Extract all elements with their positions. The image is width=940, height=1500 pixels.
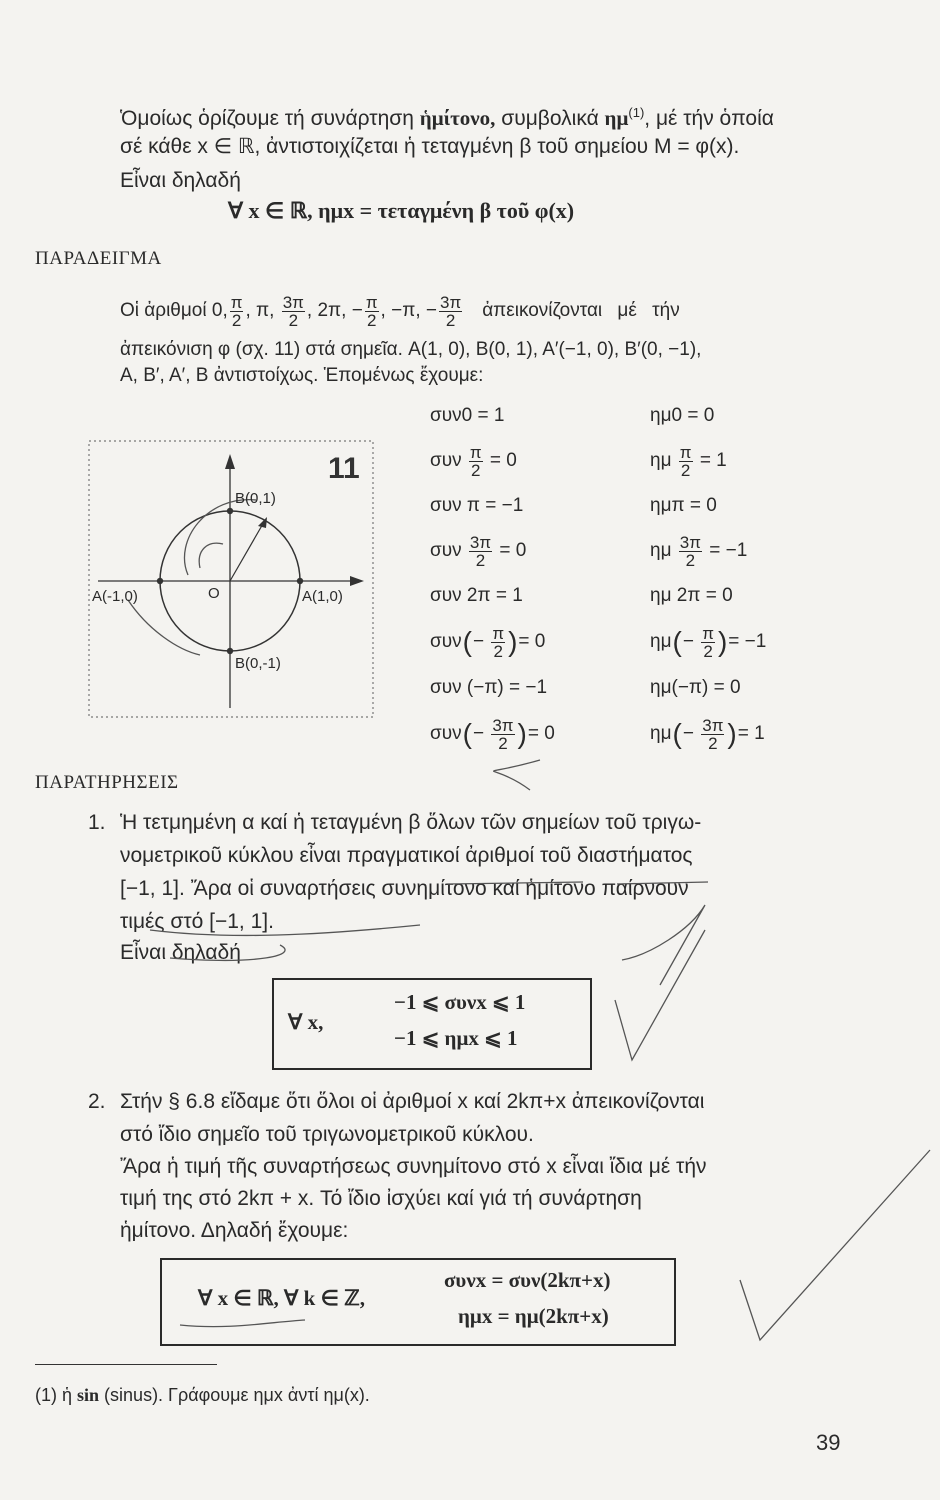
eq-sin-minus-3pi-2: ημ ( − $\frac{3\pi}{2}$ ) = 1 xyxy=(650,715,765,753)
bounds-sin: −1 ⩽ ημx ⩽ 1 xyxy=(394,1026,518,1050)
footnote xyxy=(35,1380,370,1410)
remark-2-line-3: Ἄρα ἡ τιμή τῆς συναρτήσεως συνημίτονο στό x εἶναι ἴδια μέ τήν xyxy=(120,1155,707,1178)
label-b: B(0,1) xyxy=(235,490,276,507)
remark-1-number: 1. xyxy=(88,811,106,834)
example-text: ἀπεικονίζονται μέ τήν xyxy=(482,300,680,321)
remark-2-line-5: ἡμίτονο. Δηλαδή ἔχουμε: xyxy=(120,1219,349,1242)
footnote-ref: (1) xyxy=(628,105,645,120)
periodicity-sin: ημx = ημ(2kπ+x) xyxy=(458,1304,609,1328)
remark-2-number: 2. xyxy=(88,1090,106,1113)
eq-sin-2pi: ημ 2π = 0 xyxy=(650,585,733,606)
pencil-mark xyxy=(494,760,540,790)
remark-2-line-1: Στήν § 6.8 εἴδαμε ὅτι ὅλοι οἱ ἀριθμοί x καί 2kπ+x ἀπεικονίζονται xyxy=(120,1090,705,1113)
eq-cos-3pi-2: συν $\frac{3\pi}{2}$ = 0 xyxy=(430,532,527,570)
periodicity-cos: συνx = συν(2kπ+x) xyxy=(444,1268,611,1292)
label-a: A(1,0) xyxy=(302,588,343,605)
remark-2-line-2: στό ἴδιο σημεῖο τοῦ τριγωνομετρικοῦ κύκλου. xyxy=(120,1123,534,1146)
eq-cos-2pi: συν 2π = 1 xyxy=(430,585,523,606)
eq-sin-pi: ημπ = 0 xyxy=(650,495,717,516)
term-imitono: ἡμίτονο, xyxy=(419,106,496,130)
pencil-mark xyxy=(170,945,285,960)
footnote-rule xyxy=(35,1364,217,1365)
remark-1-line-2: νομετρικοῦ κύκλου εἶναι πραγματικοί ἀριθμοί τοῦ διαστήματος xyxy=(120,844,693,867)
periodicity-quantifier: ∀ x ∈ ℝ, ∀ k ∈ ℤ, xyxy=(198,1286,366,1310)
intro-text: , μέ τήν ὁποία xyxy=(644,107,774,130)
check-mark xyxy=(615,930,705,1060)
remark-1-line-1: Ἡ τετμημένη α καί ἡ τεταγμένη β ὅλων τῶν σημείων τοῦ τριγω- xyxy=(120,811,702,834)
eq-cos-minus-pi-2: συν ( − $\frac{\pi}{2}$ ) = 0 xyxy=(430,623,546,661)
label-a-prime: A(-1,0) xyxy=(92,588,138,605)
remark-1-line-3: [−1, 1]. Ἄρα οἱ συναρτήσεις συνημίτονο καί ἡμίτονο παίρνουν xyxy=(120,877,689,900)
eq-cos-pi: συν π = −1 xyxy=(430,495,524,516)
eq-cos-minus-3pi-2: συν ( − $\frac{3\pi}{2}$ ) = 0 xyxy=(430,715,555,753)
eq-cos-minus-pi: συν (−π) = −1 xyxy=(430,677,548,698)
label-origin: O xyxy=(208,585,220,602)
footnote-text: (1) ἡ xyxy=(35,1385,78,1405)
remark-1-line-5: Εἶναι δηλαδή xyxy=(120,941,241,964)
bounds-cos: −1 ⩽ συνx ⩽ 1 xyxy=(394,990,526,1014)
example-line-1: Οἱ ἀριθμοί 0, $\frac{\pi}{2}$ , π , $\frac{3\pi}{2}$ , 2π , − $\frac{\pi}{2}$ , −π , − $\frac{3\pi}{2}$ ἀπεικονίζονται μέ τήν xyxy=(120,292,680,330)
underline-mark xyxy=(448,882,583,884)
eq-sin-minus-pi: ημ(−π) = 0 xyxy=(650,677,741,698)
example-line-3: A, B′, A′, B ἀντιστοίχως. Ἑπομένως ἔχουμε: xyxy=(120,365,484,386)
check-mark xyxy=(740,1150,930,1340)
intro-text: συμβολικά xyxy=(495,107,605,130)
page-number: 39 xyxy=(816,1430,841,1455)
fraction-pi-2: $\frac{\pi}{2}$ xyxy=(365,292,378,330)
intro-text: Ὁμοίως ὁρίζουμε τή συνάρτηση xyxy=(120,107,420,130)
eq-sin-3pi-2: ημ $\frac{3\pi}{2}$ = −1 xyxy=(650,532,748,570)
check-mark xyxy=(622,905,705,985)
eq-cos-0: συν0 = 1 xyxy=(430,405,505,426)
pencil-mark xyxy=(150,925,420,935)
fraction-3pi-2: $\frac{3\pi}{2}$ xyxy=(440,292,462,330)
remarks-heading: ΠΑΡΑΤΗΡΗΣΕΙΣ xyxy=(35,772,179,793)
eq-sin-pi-2: ημ $\frac{\pi}{2}$ = 1 xyxy=(650,442,727,480)
fraction-pi-2: $\frac{\pi}{2}$ xyxy=(230,292,243,330)
example-heading: ΠΑΡΑΔΕΙΓΜΑ xyxy=(35,248,162,269)
pencil-mark xyxy=(180,1320,305,1327)
fraction-3pi-2: $\frac{3\pi}{2}$ xyxy=(282,292,304,330)
eq-cos-pi-2: συν $\frac{\pi}{2}$ = 0 xyxy=(430,442,517,480)
figure-number: 11 xyxy=(328,452,360,485)
label-b-prime: B(0,-1) xyxy=(235,655,281,672)
sin-symbol: ημ xyxy=(604,106,629,130)
definition-formula: ∀ x ∈ ℝ, ημx = τεταγμένη β τοῦ φ(x) xyxy=(228,198,575,223)
example-line-2: ἀπεικόνιση φ (σχ. 11) στά σημεῖα. A(1, 0), B(0, 1), A′(−1, 0), B′(0, −1), xyxy=(120,339,702,360)
bounds-quantifier: ∀ x, xyxy=(288,1010,324,1034)
remark-1-line-4: τιμές στό [−1, 1]. xyxy=(120,910,274,933)
eq-sin-0: ημ0 = 0 xyxy=(650,405,715,426)
footnote-text: (sinus). Γράφουμε ημx ἀντί ημ(x). xyxy=(99,1385,370,1405)
remark-2-line-4: τιμή της στό 2kπ + x. Τό ἴδιο ἰσχύει καί γιά τή συνάρτηση xyxy=(120,1187,642,1210)
footnote-sin: sin xyxy=(77,1385,100,1405)
intro-line-2: σέ κάθε x ∈ ℝ, ἀντιστοιχίζεται ἡ τεταγμένη β τοῦ σημείου M = φ(x). xyxy=(120,135,740,158)
eq-sin-minus-pi-2: ημ ( − $\frac{\pi}{2}$ ) = −1 xyxy=(650,623,767,661)
underline-mark xyxy=(617,882,708,884)
intro-line-3: Εἶναι δηλαδή xyxy=(120,169,241,192)
example-text: Οἱ ἀριθμοί 0, xyxy=(120,300,228,321)
